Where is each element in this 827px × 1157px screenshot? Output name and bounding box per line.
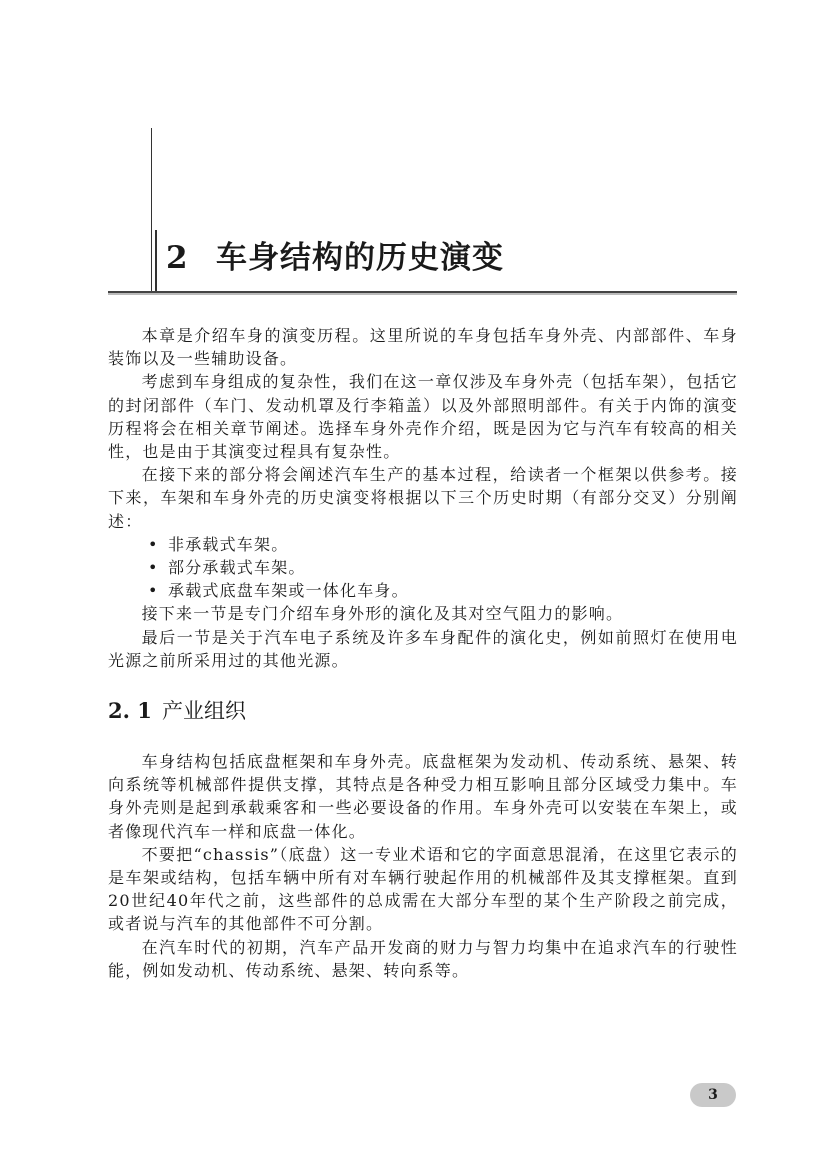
section-number: 2. 1: [108, 698, 152, 724]
list-item: • 部分承载式车架。: [108, 556, 738, 579]
body-paragraph: 最后一节是关于汽车电子系统及许多车身配件的演化史，例如前照灯在使用电光源之前所采用过的其他光源。: [108, 627, 738, 670]
period-list: [108, 533, 738, 603]
section-paragraph: 车身结构包括底盘框架和车身外壳。底盘框架为发动机、传动系统、悬架、转向系统等机械部件提供支撑，其特点是各种受力相互影响且部分区域受力集中。车身外壳则是起到承载乘客和一些必要设备的作用。车身外壳可以安装在车架上，或者像现代汽车一样和底盘一体化。: [108, 752, 738, 841]
chapter-vertical-rule: [151, 128, 152, 294]
list-item: • 承载式底盘车架或一体化车身。: [108, 579, 738, 602]
chapter-number: 2: [166, 240, 189, 276]
page-body: [108, 324, 738, 982]
page-number-badge: 3: [690, 1083, 736, 1107]
chapter-rule-shadow: [108, 293, 737, 295]
section-paragraph: 不要把“chassis”（底盘）这一专业术语和它的字面意思混淆，在这里它表示的是车架或结构，包括车辆中所有对车辆行驶起作用的机械部件及其支撑框架。直到20世纪40年代之前，这些部件的总成需在大部分车型的某个生产阶段之前完成，或者说与汽车的其他部件不可分割。: [108, 844, 738, 934]
list-item: • 非承载式车架。: [108, 533, 738, 556]
intro-paragraph: 在接下来的部分将会阐述汽车生产的基本过程，给读者一个框架以供参考。接下来，车架和车身外壳的历史演变将根据以下三个历史时期（有部分交叉）分别阐述：: [108, 465, 738, 531]
bullet-icon: •: [148, 534, 159, 554]
section-heading: [108, 696, 738, 726]
section-title: 产业组织: [162, 699, 246, 724]
chapter-heading: [166, 236, 504, 280]
bullet-icon: •: [148, 581, 159, 601]
section-paragraph: 在汽车时代的初期，汽车产品开发商的财力与智力均集中在追求汽车的行驶性能，例如发动机、传动系统、悬架、转向系等。: [108, 937, 738, 980]
chapter-title: 车身结构的历史演变: [216, 240, 504, 276]
body-paragraph: 接下来一节是专门介绍车身外形的演化及其对空气阻力的影响。: [141, 604, 624, 624]
intro-paragraph: 本章是介绍车身的演变历程。这里所说的车身包括车身外壳、内部部件、车身装饰以及一些辅助设备。: [108, 326, 738, 369]
chapter-vertical-rule-inner: [155, 230, 157, 294]
intro-paragraph: 考虑到车身组成的复杂性，我们在这一章仅涉及车身外壳（包括车架），包括它的封闭部件（车门、发动机罩及行李箱盖）以及外部照明部件。有关于内饰的演变历程将会在相关章节阐述。选择车身外壳作介绍，既是因为它与汽车有较高的相关性，也是由于其演变过程具有复杂性。: [108, 372, 738, 462]
bullet-icon: •: [148, 558, 159, 578]
